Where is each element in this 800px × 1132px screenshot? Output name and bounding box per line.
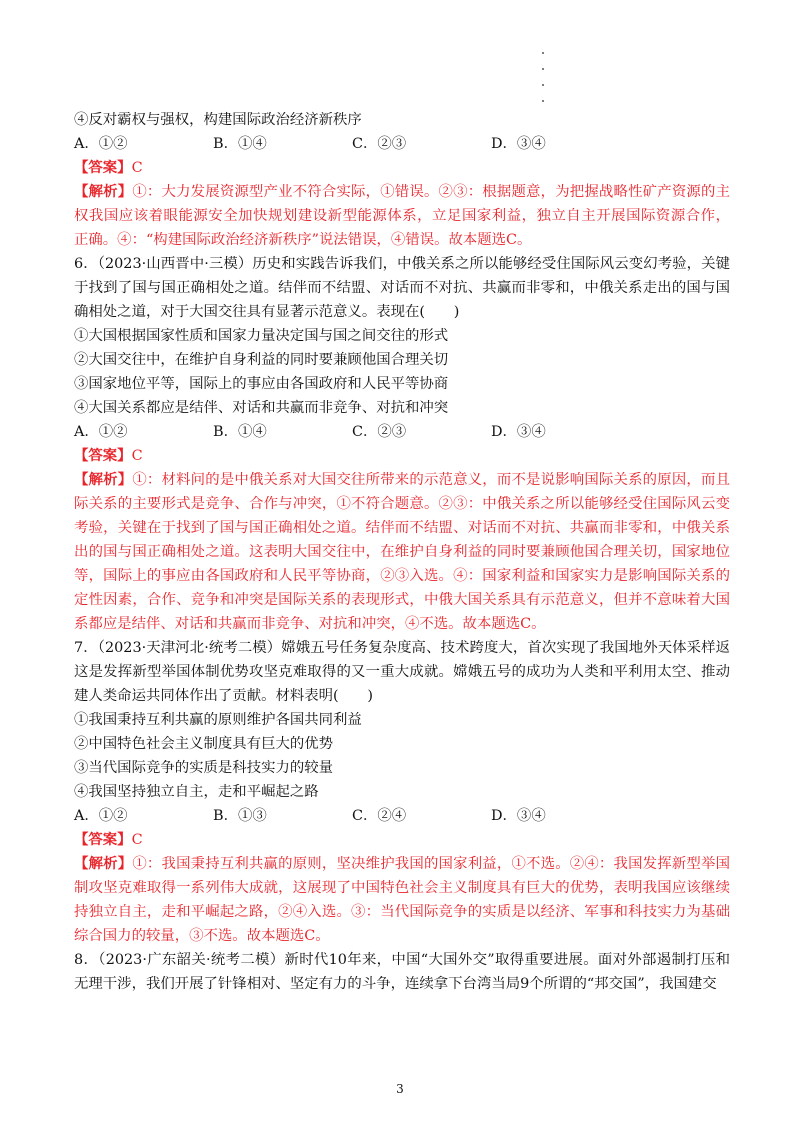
answer-line [74, 444, 730, 468]
analysis-text: ①：材料问的是中俄关系对大国交往所带来的示范意义，而不是说影响国际关系的原因，而且 [132, 472, 730, 488]
question-line: 于找到了国与国正确相处之道。结伴而不结盟、对话而不对抗、共赢而非零和，中俄关系走出的国与国 [74, 280, 730, 296]
analysis-text: 持独立自主，走和平崛起之路，②④入选。③：当代国际竞争的实质是以经济、军事和科技实力为基础 [74, 904, 730, 920]
question-line: 确相处之道，对于大国交往具有显著示范意义。表现在( ) [74, 304, 460, 320]
analysis-text: 正确。④：“构建国际政治经济新秩序”说法错误，④错误。故本题选C。 [74, 232, 532, 248]
answer-line [74, 828, 730, 852]
analysis-line [74, 204, 730, 228]
analysis-tag: 【解析】 [74, 471, 133, 488]
analysis-line [74, 180, 730, 204]
decorative-dots [540, 52, 548, 116]
option-1: B．①④ [213, 424, 267, 440]
question-line: 8．（2023·广东韶关·统考二模）新时代10年来，中国“大国外交”取得重要进展。面对外部遏制打压和 [74, 952, 730, 968]
option-0: A．①② [74, 808, 128, 824]
question-line: ④我国坚持独立自主，走和平崛起之路 [74, 784, 319, 800]
question-line: ①我国秉持互利共赢的原则维护各国共同利益 [74, 712, 362, 728]
question-line: 7．（2023·天津河北·统考二模）嫦娥五号任务复杂度高、技术跨度大，首次实现了我国地外天体采样返 [74, 640, 730, 656]
answer-tag: 【答案】 [74, 831, 132, 848]
analysis-tag: 【解析】 [74, 855, 133, 872]
analysis-line [74, 540, 730, 564]
question-line: ①大国根据国家性质和国家力量决定国与国之间交往的形式 [74, 328, 449, 344]
question-line: ③国家地位平等，国际上的事应由各国政府和人民平等协商 [74, 376, 449, 392]
analysis-text: 系都应是结伴、对话和共赢而非竞争、对抗和冲突，④不选。故本题选C。 [74, 616, 546, 632]
analysis-line [74, 588, 730, 612]
answer-line [74, 156, 730, 180]
analysis-text: ①：我国秉持互利共赢的原则，坚决维护我国的国家利益，①不选。②④：我国发挥新型举国 [132, 856, 730, 872]
option-1: B．①④ [213, 136, 267, 152]
option-2: C．②③ [352, 136, 407, 152]
options-row [74, 420, 730, 444]
analysis-line [74, 876, 730, 900]
page-number: 3 [396, 1082, 404, 1096]
analysis-line [74, 516, 730, 540]
analysis-text: 定性因素，合作、竞争和冲突是国际关系的表现形式，中俄大国关系具有示范意义，但并不意味着大国 [74, 592, 730, 608]
analysis-line [74, 900, 730, 924]
question-line: ④大国关系都应是结伴、对话和共赢而非竞争、对抗和冲突 [74, 400, 449, 416]
text-line: ④反对霸权与强权，构建国际政治经济新秩序 [74, 112, 362, 128]
option-2: C．②④ [352, 808, 407, 824]
answer-value: C [131, 448, 143, 464]
analysis-text: 综合国力的较量，③不选。故本题选C。 [74, 928, 330, 944]
option-2: C．②③ [352, 424, 407, 440]
question-line: ③当代国际竞争的实质是科技实力的较量 [74, 760, 334, 776]
option-0: A．①② [74, 424, 128, 440]
answer-value: C [131, 832, 143, 848]
analysis-line [74, 228, 730, 252]
options-row [74, 804, 730, 828]
analysis-text: 际关系的主要形式是竞争、合作与冲突，①不符合题意。②③：中俄关系之所以能够经受住国际风云变 [74, 496, 730, 512]
question-line: 建人类命运共同体作出了贡献。材料表明( ) [74, 688, 374, 704]
question-line: 6．（2023·山西晋中·三模）历史和实践告诉我们，中俄关系之所以能够经受住国际风云变幻考验，关键 [74, 256, 730, 272]
option-3: D．③④ [491, 136, 546, 152]
options-row [74, 132, 730, 156]
analysis-tag: 【解析】 [74, 183, 133, 200]
analysis-line [74, 924, 730, 948]
question-line: 这是发挥新型举国体制优势攻坚克难取得的又一重大成就。嫦娥五号的成功为人类和平利用太空、推动 [74, 664, 730, 680]
analysis-text: ①：大力发展资源型产业不符合实际，①错误。②③：根据题意，为把握战略性矿产资源的主 [132, 184, 730, 200]
option-3: D．③④ [491, 424, 546, 440]
option-3: D．③④ [491, 808, 546, 824]
analysis-line [74, 564, 730, 588]
analysis-line [74, 468, 730, 492]
question-line: ②中国特色社会主义制度具有巨大的优势 [74, 736, 334, 752]
analysis-text: 制攻坚克难取得一系列伟大成就，这展现了中国特色社会主义制度具有巨大的优势，表明我国应该继续 [74, 880, 730, 896]
analysis-text: 出的国与国正确相处之道。这表明大国交往中，在维护自身利益的同时要兼顾他国合理关切，国家地位 [74, 544, 730, 560]
analysis-text: 考验，关键在于找到了国与国正确相处之道。结伴而不结盟、对话而不对抗、共赢而非零和，中俄关系 [74, 520, 730, 536]
answer-value: C [131, 160, 143, 176]
analysis-line [74, 612, 730, 636]
question-line: 无理干涉，我们开展了针锋相对、坚定有力的斗争，连续拿下台湾当局9个所谓的“邦交国”，我国建交 [74, 976, 717, 992]
analysis-line [74, 852, 730, 876]
analysis-text: 等，国际上的事应由各国政府和人民平等协商，②③入选。④：国家利益和国家实力是影响国际关系的 [74, 568, 730, 584]
page-content [74, 108, 730, 996]
answer-tag: 【答案】 [74, 159, 132, 176]
analysis-line [74, 492, 730, 516]
option-0: A．①② [74, 136, 128, 152]
answer-tag: 【答案】 [74, 447, 132, 464]
question-line: ②大国交往中，在维护自身利益的同时要兼顾他国合理关切 [74, 352, 449, 368]
option-1: B．①③ [213, 808, 267, 824]
analysis-text: 权我国应该着眼能源安全加快规划建设新型能源体系，立足国家利益，独立自主开展国际资源合作， [74, 208, 730, 224]
